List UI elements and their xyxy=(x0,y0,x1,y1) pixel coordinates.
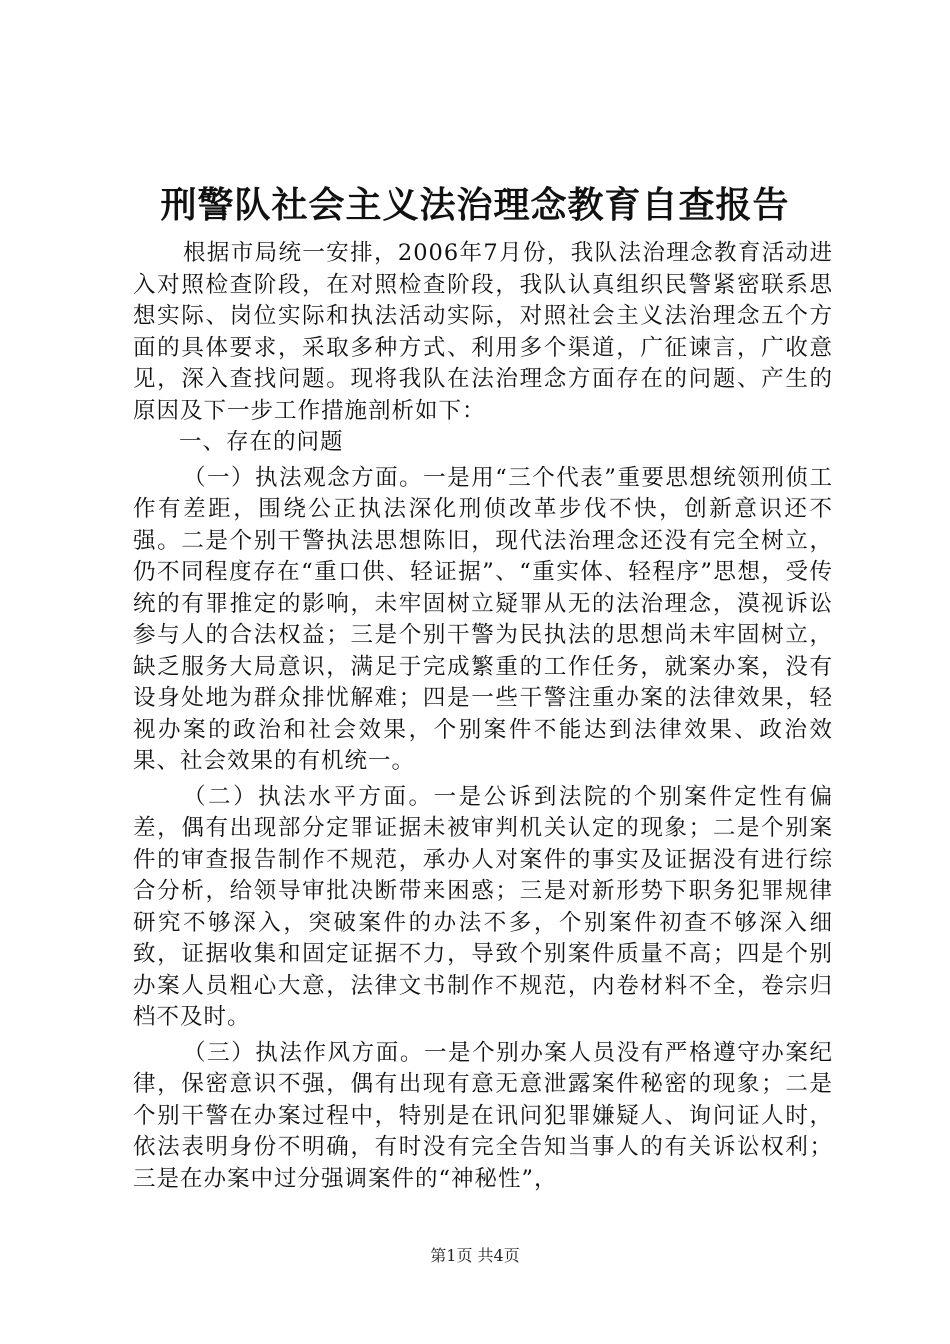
intro-paragraph: 根据市局统一安排，2006年7月份，我队法治理念教育活动进入对照检查阶段，在对照检查阶段，我队认真组织民警紧密联系思想实际、岗位实际和执法活动实际，对照社会主义法治理念五个方面的具体要求，采取多种方式、利用多个渠道，广征谏言，广收意见，深入查找问题。现将我队在法治理念方面存在的问题、产生的原因及下一步工作措施剖析如下： xyxy=(133,240,833,424)
document-body xyxy=(133,238,833,1195)
section-heading: 一、存在的问题 xyxy=(179,429,344,455)
document-title: 刑警队社会主义法治理念教育自查报告 xyxy=(160,184,790,226)
section-paragraph-2: （二）执法水平方面。一是公诉到法院的个别案件定性有偏差，偶有出现部分定罪证据未被审判机关认定的现象；二是个别案件的审查报告制作不规范，承办人对案件的事实及证据没有进行综合分析，给领导审批决断带来困惑；三是对新形势下职务犯罪规律研究不够深入，突破案件的办法不多，个别案件初查不够深入细致，证据收集和固定证据不力，导致个别案件质量不高；四是个别办案人员粗心大意，法律文书制作不规范，内卷材料不全，卷宗归档不及时。 xyxy=(133,783,833,1030)
section-paragraph-1: （一）执法观念方面。一是用“三个代表”重要思想统领刑侦工作有差距，围绕公正执法深化刑侦改革步伐不快，创新意识还不强。二是个别干警执法思想陈旧，现代法治理念还没有完全树立，仍不同程度存在“重口供、轻证据”、“重实体、轻程序”思想，受传统的有罪推定的影响，未牢固树立疑罪从无的法治理念，漠视诉讼参与人的合法权益；三是个别干警为民执法的思想尚未牢固树立，缺乏服务大局意识，满足于完成繁重的工作任务，就案办案，没有设身处地为群众排忧解难；四是一些干警注重办案的法律效果，轻视办案的政治和社会效果，个别案件不能达到法律效果、政治效果、社会效果的有机统一。 xyxy=(133,464,833,774)
page-number-footer: 第1页 共4页 xyxy=(430,1246,520,1265)
section-paragraph-3: （三）执法作风方面。一是个别办案人员没有严格遵守办案纪律，保密意识不强，偶有出现有意无意泄露案件秘密的现象；二是个别干警在办案过程中，特别是在讯问犯罪嫌疑人、询问证人时，依法表明身份不明确，有时没有完全告知当事人的有关诉讼权利；三是在办案中过分强调案件的“神秘性”， xyxy=(133,1039,833,1192)
